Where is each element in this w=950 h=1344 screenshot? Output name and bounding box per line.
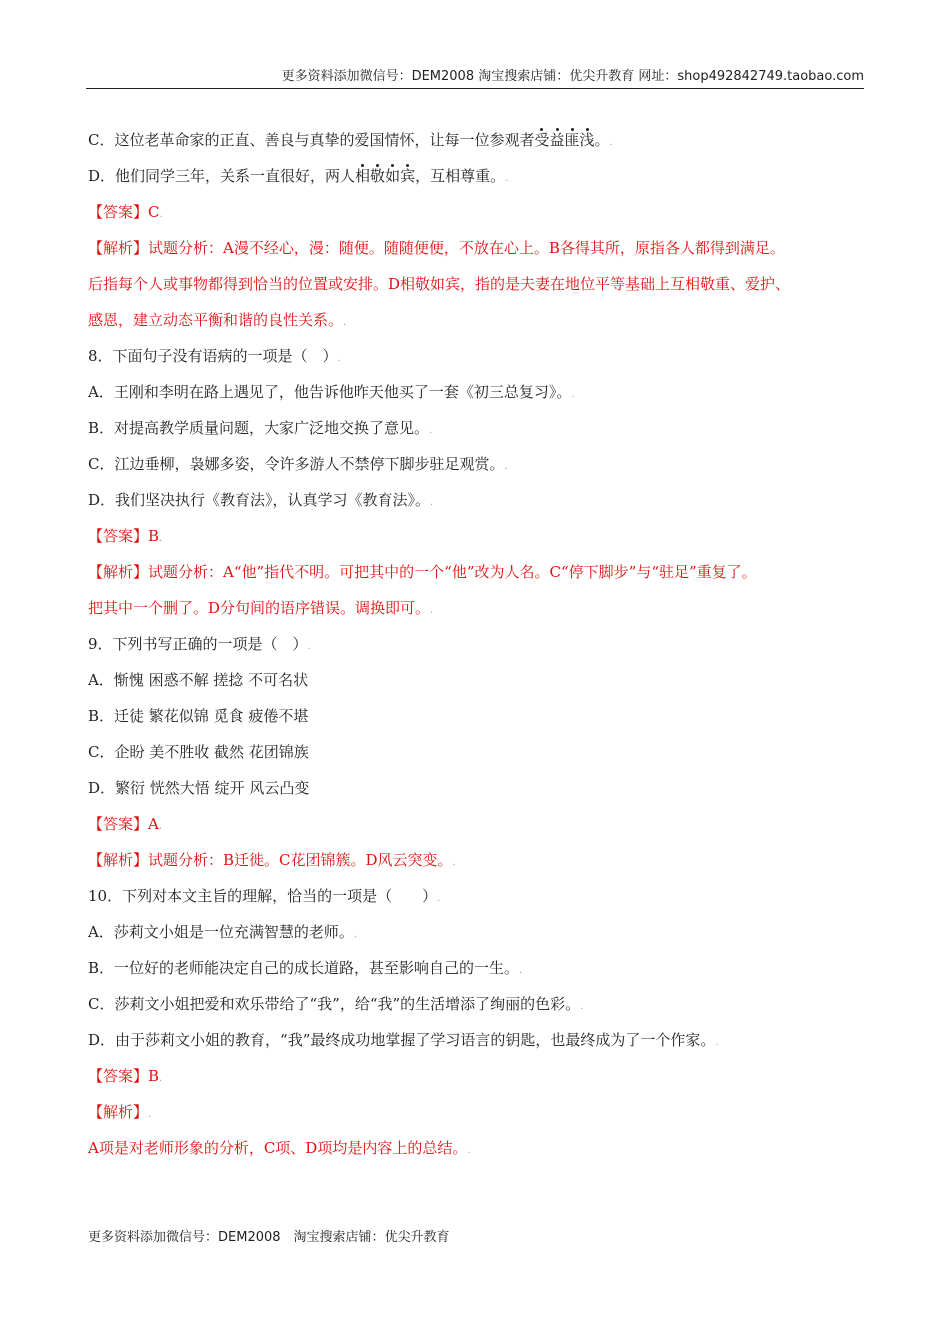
q9-option-b: B．迁徒 繁花似锦 觅食 疲倦不堪	[88, 707, 309, 725]
q9-option-c: C．企盼 美不胜收 截然 花团锦族	[88, 743, 309, 761]
q9-answer: 【答案】A.	[88, 815, 163, 833]
q10-analysis-label: 【解析】.	[88, 1103, 152, 1121]
q8-option-b: B．对提高教学质量问题，大家广泛地交换了意见。.	[88, 419, 433, 437]
q10-option-d: D．由于莎莉文小姐的教育，“我”最终成功地掌握了学习语言的钥匙，也最终成为了一个作家。.	[88, 1031, 719, 1049]
q9-option-d: D．繁衍 恍然大悟 绽开 风云凸变	[88, 779, 310, 797]
q7-analysis-line-2: 后指每个人或事物都得到恰当的位置或安排。D相敬如宾，指的是夫妻在地位平等基础上互相敬重、爱护、	[88, 275, 791, 293]
page-header: 更多资料添加微信号：DEM2008 淘宝搜索店铺：优尖升教育 网址：shop492842749.taobao.com	[281, 69, 864, 84]
q8-option-c: C．江边垂柳，袅娜多姿，令许多游人不禁停下脚步驻足观赏。.	[88, 455, 508, 473]
q10-option-c: C．莎莉文小姐把爱和欢乐带给了“我”，给“我”的生活增添了绚丽的色彩。.	[88, 995, 584, 1013]
q8-question: 8．下面句子没有语病的一项是（ ）.	[88, 347, 341, 365]
q9-question: 9．下列书写正确的一项是（ ）.	[88, 635, 311, 653]
q8-analysis-line-2: 把其中一个删了。D分句间的语序错误。调换即可。.	[88, 599, 434, 617]
q10-option-a: A．莎莉文小姐是一位充满智慧的老师。.	[88, 923, 358, 941]
q7-answer: 【答案】C.	[88, 203, 163, 221]
header-rule	[86, 88, 864, 89]
q8-option-d: D．我们坚决执行《教育法》，认真学习《教育法》。.	[88, 491, 434, 509]
q7-analysis-line-1: 【解析】试题分析：A漫不经心，漫：随便。随随便便，不放在心上。B各得其所，原指各人都得到满足。	[88, 239, 785, 257]
q10-answer: 【答案】B.	[88, 1067, 163, 1085]
q7-option-d: D．他们同学三年，关系一直很好，两人相敬如宾，互相尊重。.	[88, 158, 878, 194]
q7-analysis-line-3: 感恩，建立动态平衡和谐的良性关系。.	[88, 311, 347, 329]
q8-option-a: A．王刚和李明在路上遇见了，他告诉他昨天他买了一套《初三总复习》。.	[88, 383, 575, 401]
q10-option-b: B．一位好的老师能决定自己的成长道路，甚至影响自己的一生。.	[88, 959, 523, 977]
q7-option-c: C．这位老革命家的正直、善良与真挚的爱国情怀，让每一位参观者受益匪浅。.	[88, 122, 878, 158]
q10-analysis: A项是对老师形象的分析，C项、D项均是内容上的总结。.	[88, 1139, 471, 1157]
q10-question: 10．下列对本文主旨的理解，恰当的一项是（ ）.	[88, 887, 441, 905]
q9-option-a: A．惭愧 困惑不解 搓捻 不可名状	[88, 671, 309, 689]
q8-answer: 【答案】B.	[88, 527, 163, 545]
q9-analysis: 【解析】试题分析：B迁徙。C花团锦簇。D风云突变。.	[88, 851, 456, 869]
page-footer: 更多资料添加微信号：DEM2008 淘宝搜索店铺：优尖升教育	[88, 1230, 450, 1245]
q8-analysis-line-1: 【解析】试题分析：A“他”指代不明。可把其中的一个“他”改为人名。C“停下脚步”与“驻足”重复了。	[88, 563, 757, 581]
document-body	[88, 122, 878, 1166]
